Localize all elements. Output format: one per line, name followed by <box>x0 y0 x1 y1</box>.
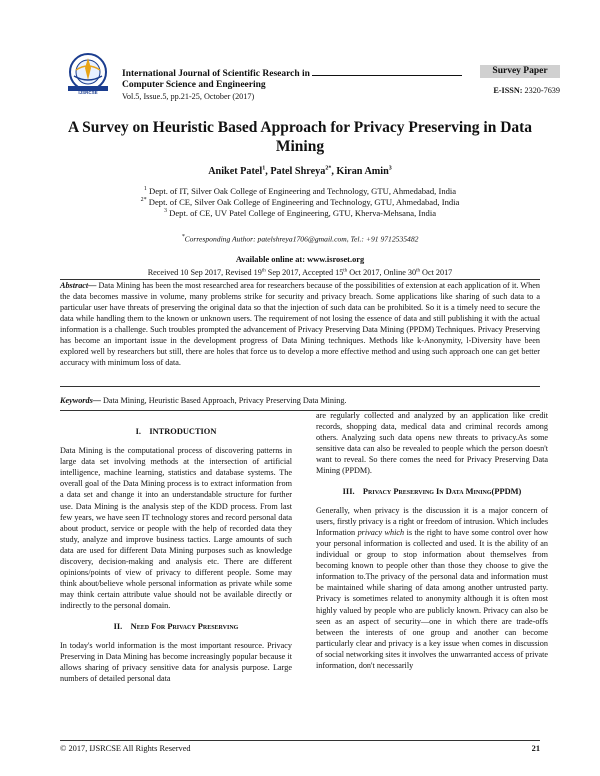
affiliation-1: $^1$ Dept. of IT, Silver Oak College of Engineering and Technology, GTU, Ahmedabad, India <box>143 186 457 196</box>
keywords-text: Data Mining, Heuristic Based Approach, Privacy Preserving Data Mining. <box>100 396 347 405</box>
need-text: In today's world information is the most important resource. Privacy Preserving in Data Mining has become increasingly popular because it allows sharing of privacy sensitive data for analysis purpose. Large numbers of detailed personal data <box>60 640 292 683</box>
abstract-text: Data Mining has been the most researched area for researchers because of the possibilities of extension at each application of it. When the data becomes massive in volume, many problems strike for security and privacy breach. Some applications like sharing of such data to a particular user have threats of preserving the original data so that the injection of such data can be prohibited. So it is a timely need to secure the data while handling them to the known or unknown users. The requirement of not losing the essence of data and still publishing it with the actual information is a challenge. Such troubles prompted the advancement of Privacy Preserving Data Mining (PPDM) Techniques. Privacy Preserving has become an important issue in the development progress of Data Mining techniques. Methods like k-Anonymity, l-Diversity have been explored well by researchers but still, there are holes that force us to develop a more effective method and using such approach one can get better accuracy with minimum loss of data. <box>60 281 540 367</box>
journal-info <box>122 68 482 102</box>
corresponding-author: *Corresponding Author: patelshreya1706@gmail.com, Tel.: +91 9712535482 <box>181 234 419 244</box>
paper-type-badge: Survey Paper <box>480 65 560 78</box>
abstract-label: Abstract— <box>60 281 97 290</box>
author-2: Patel Shreya <box>270 166 326 177</box>
ppdm-text: Generally, when privacy is the discussion it is a major concern of users, firstly privacy is a right or freedom of intrusion. Which includes Information privacy which is the right to have some control over how your personal information is collected and used. It is the ability of an individual or group to stop information about themselves from becoming known to people other than those they choose to give the information to.The privacy of the personal data and information must be maintained while sharing of data among another untrusted party. Privacy is sometimes related to anonymity although it is often most highly valued by people who are publicly known. Privacy can also be seen as an aspect of security—one in which there are trade-offs between the interests of one group and another can become particularly clear and privacy is a key issue when comes in discussion of social networking sites it involves the unwarranted access of private information, don't necessarily <box>316 505 549 670</box>
author-3: Kiran Amin <box>336 166 389 177</box>
journal-header <box>60 50 560 102</box>
column-right <box>316 410 548 671</box>
logo-text: IJSRCSE <box>78 90 98 95</box>
volume-issue: Vol.5, Issue.5, pp.21-25, October (2017) <box>122 92 255 101</box>
received-dates: Received 10 Sep 2017, Revised 19th Sep 2017, Accepted 15th Oct 2017, Online 30th Oct 2017 <box>147 268 453 277</box>
available-online: Available online at: www.isroset.org <box>235 255 365 264</box>
divider-abstract <box>60 386 540 387</box>
need-text-continued: are regularly collected and analyzed by an application like credit records, shopping data, medical data and criminal records among others. Analyzing such data opens new threats to privacy.As some sensitive data can also be revealed to people which the person doesn't want to reveal. So there comes the need for Privacy Preserving Data Mining (PPDM). <box>316 411 548 476</box>
column-left <box>60 423 292 684</box>
keywords <box>60 395 540 406</box>
eissn: E-ISSN: 2320-7639 <box>493 86 560 95</box>
introduction-text: Data Mining is the computational process of discovering patterns in large data set involving methods at the intersection of artificial intelligence, machine learning, statistics and database systems. The overall goal of the Data Mining process is to extract information from a data set and change it into an understandable structure for further use. Data Mining is the analysis step of the KDD process. From last few years, we have seen IT technology stores and record personal data about product, service or people with the help of recorded data they study, analyze and improve business tactics. Large amounts of such data are used for different Data Mining purposes such as knowledge discovery, decision-making and analysis etc. There are different opinions/points of view of privacy to different people. Some may think about/believe whole personal information as private while some may think certain attribute value should not be available directly or indirectly to the personal domain. <box>60 446 292 611</box>
affiliation-3: $^3$ Dept. of CE, UV Patel College of Engineering, GTU, Kherva-Mehsana, India <box>163 208 437 218</box>
journal-name-line1: International Journal of Scientific Research in <box>122 68 482 80</box>
section-heading-ppdm: III. Privacy Preserving In Data Mining(PPDM) <box>342 486 522 496</box>
footer-copyright: © 2017, IJSRCSE All Rights Reserved <box>60 744 191 753</box>
section-heading-need: II. Need For Privacy Preserving <box>113 621 239 631</box>
affiliation-2: $^{2*}$ Dept. of CE, Silver Oak College of Engineering and Technology, GTU, Ahmedabad, India <box>140 197 460 207</box>
author-1: Aniket Patel <box>208 166 263 177</box>
abstract <box>60 280 540 368</box>
footer-divider <box>60 740 540 741</box>
keywords-label: Keywords— <box>60 396 101 405</box>
journal-logo <box>60 50 116 102</box>
page-number: 21 <box>531 744 540 753</box>
paper-title: A Survey on Heuristic Based Approach for Privacy Preserving in Data Mining <box>67 119 533 155</box>
author-list: Aniket Patel$^1$, Patel Shreya$^{2*}$, Kiran Amin$^3$ <box>208 165 392 177</box>
section-heading-introduction: I. INTRODUCTION <box>135 427 217 436</box>
journal-name-line2: Computer Science and Engineering <box>122 80 266 90</box>
